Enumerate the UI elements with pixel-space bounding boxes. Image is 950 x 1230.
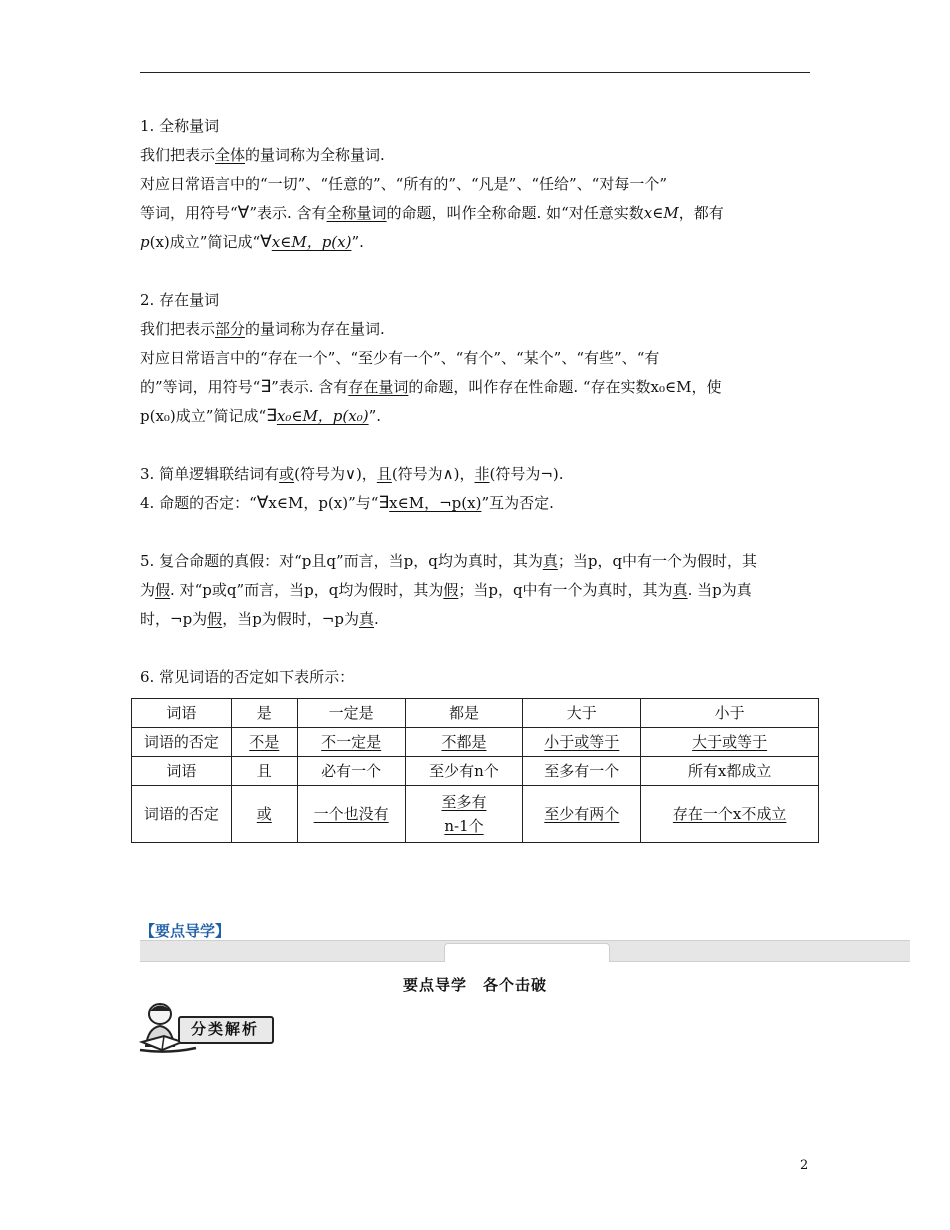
s2-heading: 2. 存在量词 [140,291,220,309]
s1-line1: 对应日常语言中的“一切”、“任意的”、“所有的”、“凡是”、“任给”、“对每一个” [140,175,668,193]
table-cell: 词语 [132,699,232,728]
text: (符号为∧)， [391,465,475,483]
s6-heading: 6. 常见词语的否定如下表所示： [140,668,355,686]
underlined-answer: 不一定是 [321,733,382,751]
document-body [140,112,810,692]
underlined-answer: x₀∈M，p(x₀) [276,407,369,425]
table-cell: 所有x都成立 [641,757,819,786]
text: ∈ [652,204,664,222]
tab-shape [444,943,610,962]
text: . 当p为真 [687,581,752,599]
text: ”表示. 含有 [249,204,327,222]
exists-symbol: ∃ [266,406,277,426]
text: ”. [368,407,382,425]
text: ”表示. 含有 [271,378,349,396]
table-cell: 一定是 [297,699,405,728]
underlined-answer: 小于或等于 [544,733,620,751]
s5-line2 [140,576,810,605]
underlined-answer: 真 [672,581,688,599]
table-cell [641,728,819,757]
text: 的命题，叫作存在性命题. “存在实数x₀∈M，使 [408,378,722,396]
forall-symbol: ∀ [237,203,250,223]
s2-definition [140,315,810,344]
category-banner [138,1002,278,1054]
text: ”. [351,233,364,251]
text: 5. 复合命题的真假：对“p且q”而言，当p，q均为真时，其为 [140,552,543,570]
table-cell: 词语的否定 [132,786,232,843]
s4-negation [140,489,810,518]
underlined-answer: 或 [256,805,272,823]
math-var: x [643,204,653,222]
table-row [132,699,819,728]
text: 为 [140,581,156,599]
underlined-answer: 真 [358,610,374,628]
table-cell [523,728,641,757]
table-cell [231,786,297,843]
text: 我们把表示 [140,320,216,338]
table-cell: 是 [231,699,297,728]
text: ”互为否定. [481,494,554,512]
table-row [132,786,819,843]
forall-symbol: ∀ [256,493,269,513]
underlined-answer: 一个也没有 [313,805,389,823]
text: ，当p为假时，¬p为 [222,610,359,628]
underlined-answer: 或 [279,465,295,483]
underlined-answer: 全体 [215,146,246,164]
s1-definition [140,141,810,170]
math-var: p [140,233,150,251]
s1-line2 [140,199,810,228]
text: (符号为¬). [489,465,564,483]
math-var: M [663,204,679,222]
s5-line3 [140,605,810,634]
table-cell [405,786,523,843]
exists-symbol: ∃ [378,493,390,513]
text: 的量词称为全称量词. [245,146,385,164]
underlined-answer: 假 [155,581,171,599]
text: 的”等词，用符号“ [140,378,261,396]
table-cell [641,786,819,843]
table-cell [523,786,641,843]
text: ；当p，q中有一个为假时，其 [557,552,758,570]
negation-table [131,698,819,843]
s2-line1: 对应日常语言中的“存在一个”、“至少有一个”、“有个”、“某个”、“有些”、“有 [140,349,660,367]
s5-line1 [140,547,810,576]
table-cell: 词语 [132,757,232,786]
underlined-answer: 不是 [249,733,280,751]
text: ，都有 [678,204,724,222]
underlined-answer: 且 [376,465,392,483]
text: 的量词称为存在量词. [245,320,385,338]
text: 3. 简单逻辑联结词有 [140,465,280,483]
header-rule [140,72,810,73]
table-row [132,757,819,786]
table-cell: 词语的否定 [132,728,232,757]
underlined-answer: x∈M，¬p(x) [389,494,482,512]
table-cell [297,786,405,843]
text: 等词，用符号“ [140,204,238,222]
center-heading: 要点导学 各个击破 [402,976,547,994]
s3-connectives [140,460,810,489]
table-cell: 小于 [641,699,819,728]
text: ；当p，q中有一个为真时，其为 [458,581,673,599]
text: 的命题，叫作全称命题. 如“对任意实数 [386,204,644,222]
text: 我们把表示 [140,146,216,164]
table-cell: 必有一个 [297,757,405,786]
underlined-answer: 全称量词 [326,204,387,222]
tab-band [140,940,910,962]
table-row [132,728,819,757]
text: . 对“p或q”而言，当p，q均为假时，其为 [170,581,444,599]
underlined-answer: 至少有两个 [544,805,620,823]
text: 时，¬p为 [140,610,208,628]
s2-line2 [140,373,810,402]
underlined-answer: x∈M，p(x) [271,233,352,251]
underlined-answer: 假 [443,581,459,599]
text: 4. 命题的否定：“ [140,494,257,512]
s2-line3 [140,402,810,431]
underlined-answer: 真 [542,552,558,570]
table-cell [231,728,297,757]
underlined-answer: 假 [207,610,223,628]
text: (符号为∨)， [294,465,377,483]
forall-symbol: ∀ [260,232,272,252]
text: p(x₀)成立”简记成“ [140,407,267,425]
table-cell: 至多有一个 [523,757,641,786]
table-cell: 大于 [523,699,641,728]
text: . [373,610,379,628]
banner-label: 分类解析 [190,1020,259,1038]
underlined-answer: 部分 [215,320,246,338]
page-number: 2 [800,1158,809,1173]
table-cell [297,728,405,757]
text: (x)成立”简记成“ [149,233,261,251]
table-cell: 至少有n个 [405,757,523,786]
underlined-answer: n-1个 [444,817,484,835]
underlined-answer: 存在一个x不成立 [672,805,787,823]
section-tag: 【要点导学】 [140,922,231,940]
table-cell: 都是 [405,699,523,728]
underlined-answer: 大于或等于 [692,733,768,751]
table-cell [405,728,523,757]
exists-symbol: ∃ [260,377,272,397]
underlined-answer: 非 [474,465,490,483]
s1-heading: 1. 全称量词 [140,117,220,135]
underlined-answer: 存在量词 [348,378,409,396]
table-cell: 且 [231,757,297,786]
text: x∈M，p(x)”与“ [268,494,379,512]
underlined-answer: 不都是 [441,733,487,751]
underlined-answer: 至多有 [441,793,487,811]
s1-line3 [140,228,810,257]
